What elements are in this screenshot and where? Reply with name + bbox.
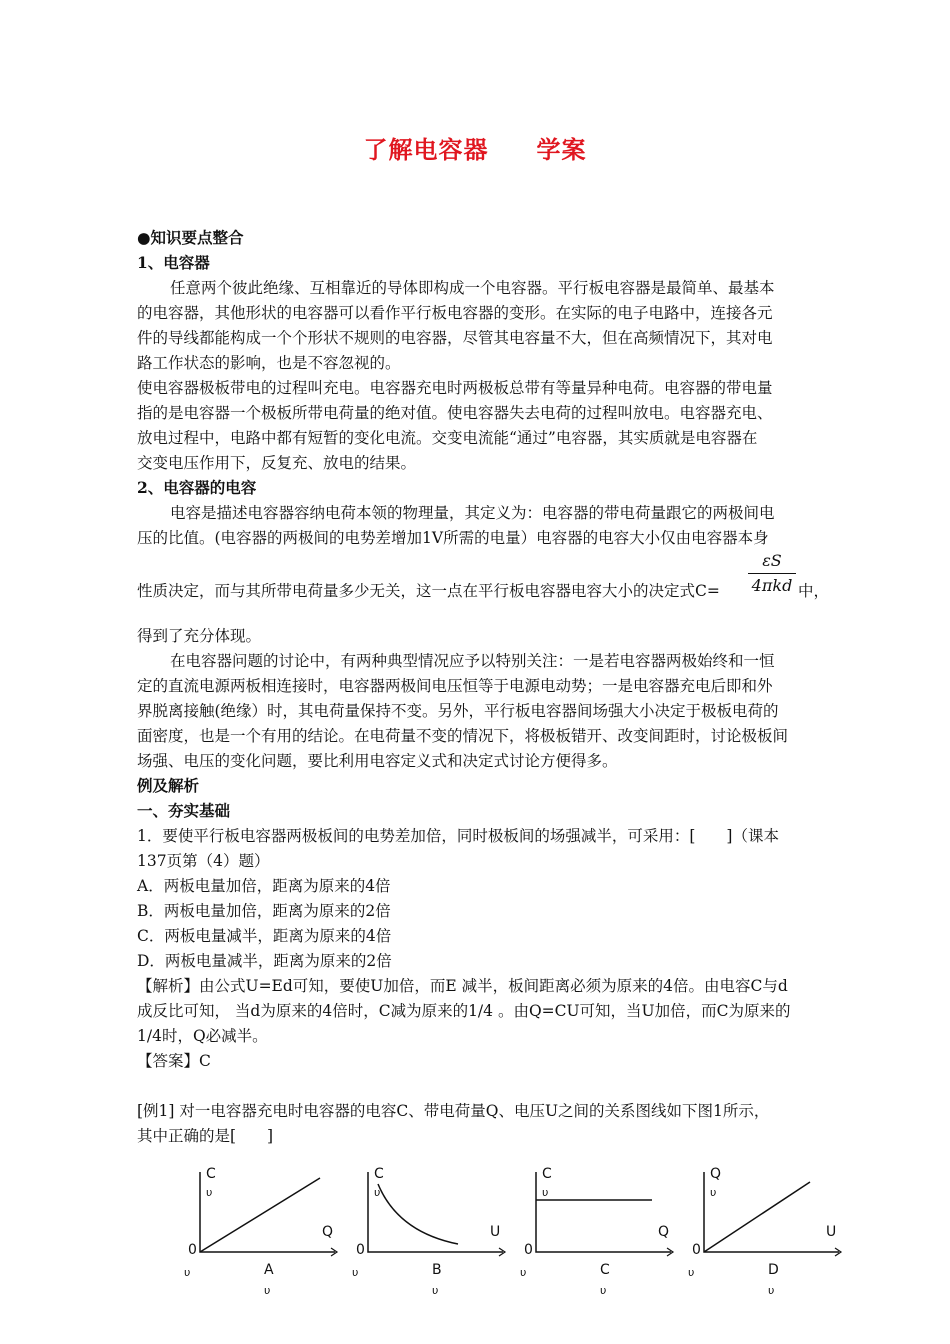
graph-c-x-label: Q [658,1224,670,1240]
example-line: [例1] 对一电容器充电时电容器的电容C、带电荷量Q、电压U之间的关系图线如下图1所示， [137,1102,770,1120]
section-heading-2: 2、电容器的电容 [137,478,257,497]
graph-d-curve [704,1182,810,1252]
paragraph-line: 指的是电容器一个极板所带电荷量的绝对值。使电容器失去电荷的过程叫放电。电容器充电、 [137,404,773,422]
graph-b [348,1162,508,1302]
capacitance-formula [748,551,796,596]
paragraph-line: 路工作状态的影响，也是不容忽视的。 [137,354,401,372]
graph-a-y-label: C [206,1166,216,1182]
graph-c-glyph: υ [520,1266,527,1279]
answer-line: 【答案】C [137,1052,211,1070]
graph-a [180,1162,340,1302]
graph-b-origin: 0 [356,1242,365,1258]
analysis-line: 【解析】由公式U=Ed可知，要使U加倍，而E 减半，板间距离必须为原来的4倍。由电容C与d [137,977,788,995]
graph-a-tag: A [264,1262,274,1278]
graph-c [516,1162,676,1302]
graph-b-glyph: υ [432,1284,439,1297]
graph-c-origin: 0 [524,1242,533,1258]
paragraph-line: 使电容器极板带电的过程叫充电。电容器充电时两极板总带有等量异种电荷。电容器的带电量 [137,379,773,397]
section-heading-main: ●知识要点整合 [137,228,244,247]
graph-b-tag: B [432,1262,442,1278]
graph-c-glyph: υ [542,1186,549,1199]
graph-c-glyph: υ [600,1284,607,1297]
paragraph-line: 电容是描述电容器容纳电荷本领的物理量，其定义为：电容器的带电荷量跟它的两极间电 [170,504,775,522]
graph-a-glyph: υ [206,1186,213,1199]
section-heading-1: 1、电容器 [137,253,210,272]
example-line: 其中正确的是[ ] [137,1127,274,1145]
graph-d-glyph: υ [710,1186,717,1199]
graph-c-y-label: C [542,1166,552,1182]
formula-denominator: 4πkd [751,576,793,595]
graph-d-origin: 0 [692,1242,701,1258]
paragraph-line: 压的比值。(电容器的两极间的电势差增加1V所需的电量）电容器的电容大小仅由电容器本身 [137,529,769,547]
option-b: B．两板电量加倍，距离为原来的2倍 [137,902,391,920]
paragraph-line: 界脱离接触(绝缘）时，其电荷量保持不变。另外，平行板电容器间场强大小决定于极板电荷的 [137,702,779,720]
paragraph-line: 得到了充分体现。 [137,627,262,645]
graph-d [684,1162,844,1302]
graph-b-glyph: υ [352,1266,359,1279]
formula-numerator: εS [762,551,782,570]
graph-a-curve [200,1178,320,1252]
graph-c-tag: C [600,1262,610,1278]
question-line: 137页第（4）题） [137,852,270,870]
analysis-line: 1/4时，Q必减半。 [137,1027,268,1045]
paragraph-line: 的电容器，其他形状的电容器可以看作平行板电容器的变形。在实际的电子电路中，连接各元 [137,304,773,322]
section-heading-3: 例及解析 [137,776,200,795]
graph-d-glyph: υ [768,1284,775,1297]
graph-a-glyph: υ [264,1284,271,1297]
paragraph-line: 件的导线都能构成一个个形状不规则的电容器，尽管其电容量不大，但在高频情况下，其对电 [137,329,773,347]
option-a: A．两板电量加倍，距离为原来的4倍 [137,877,391,895]
question-line: 1．要使平行板电容器两极板间的电势差加倍，同时极板间的场强减半，可采用：[ ]（课本 [137,827,779,845]
graph-b-glyph: υ [374,1186,381,1199]
option-c: C．两板电量减半，距离为原来的4倍 [137,927,392,945]
paragraph-line: 放电过程中，电路中都有短暂的变化电流。交变电流能“通过”电容器，其实质就是电容器在 [137,429,758,447]
page-title: 了解电容器 学案 [363,135,587,164]
paragraph-line: 性质决定，而与其所带电荷量多少无关，这一点在平行板电容器电容大小的决定式C= [137,582,720,600]
graph-a-x-label: Q [322,1224,334,1240]
paragraph-line: 定的直流电源两板相连接时，电容器两极间电压恒等于电源电动势；一是电容器充电后即和外 [137,677,773,695]
graph-b-x-label: U [490,1224,501,1240]
paragraph-line: 中， [798,582,830,600]
graph-d-tag: D [768,1262,779,1278]
section-heading-4: 一、夯实基础 [137,801,231,820]
graph-a-origin: 0 [188,1242,197,1258]
option-d: D．两板电量减半，距离为原来的2倍 [137,952,392,970]
paragraph-line: 交变电压作用下，反复充、放电的结果。 [137,454,417,472]
graph-d-x-label: U [826,1224,837,1240]
analysis-line: 成反比可知， 当d为原来的4倍时，C减为原来的1/4 。由Q=CU可知，当U加倍，而C为原来的 [137,1002,791,1020]
paragraph-line: 场强、电压的变化问题，要比利用电容定义式和决定式讨论方便得多。 [137,752,618,770]
paragraph-line: 面密度，也是一个有用的结论。在电荷量不变的情况下，将极板错开、改变间距时，讨论极板间 [137,727,789,745]
graph-b-y-label: C [374,1166,384,1182]
paragraph-line: 在电容器问题的讨论中，有两种典型情况应予以特别关注：一是若电容器两极始终和一恒 [170,652,775,670]
graph-b-curve [378,1184,458,1244]
graph-d-y-label: Q [710,1166,722,1182]
graph-a-glyph: υ [184,1266,191,1279]
graph-d-glyph: υ [688,1266,695,1279]
paragraph-line: 任意两个彼此绝缘、互相靠近的导体即构成一个电容器。平行板电容器是最简单、最基本 [170,279,775,297]
